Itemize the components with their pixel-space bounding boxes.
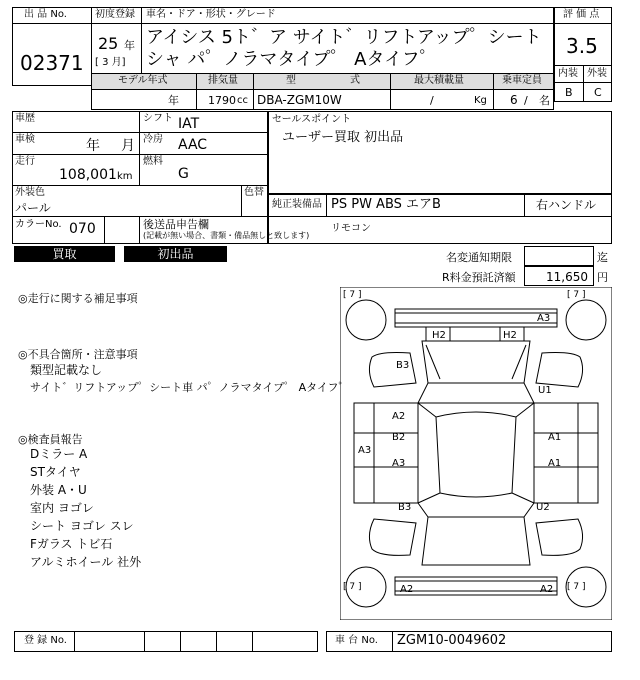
score-value: 3.5: [566, 34, 598, 58]
equipment-value: PS PW ABS エアB: [331, 197, 441, 212]
name-change-unit: 迄: [597, 251, 608, 264]
chassis-label: 車 台 No.: [335, 635, 378, 646]
inspector-line: 外装 A・U: [30, 483, 87, 497]
damage-mark: H2: [503, 330, 517, 341]
remote-value: リモコン: [331, 223, 371, 234]
recycle-label: R料金預託済額: [442, 271, 516, 284]
recycle-amount: 11,650: [546, 270, 588, 284]
equipment-label: 純正装備品: [272, 199, 322, 210]
type-label-2: 式: [350, 75, 360, 86]
first-reg-month: [ 3 月]: [95, 57, 126, 68]
lot-number: 02371: [20, 51, 84, 75]
interior-label: 内装: [558, 68, 578, 79]
name-change-box: [524, 246, 594, 266]
damage-mark: B3: [396, 360, 410, 371]
fuel-label: 燃料: [143, 156, 163, 167]
exterior-label: 外装: [587, 68, 607, 79]
tire-depth-label: [ 7 ]: [567, 582, 586, 592]
max-load-sep: /: [430, 94, 434, 107]
reg-no-label: 登 録 No.: [24, 635, 67, 646]
ac-label: 冷房: [143, 134, 163, 145]
mileage-label: 走行: [15, 156, 35, 167]
damage-mark: H2: [432, 330, 446, 341]
mileage-value: 108,001: [59, 167, 117, 183]
color-label: 外装色: [15, 187, 45, 198]
exterior-score: C: [594, 86, 602, 99]
car-name: アイシス 5ト゛ア サイト゛リフトアップ゜シートシャ パ゜ノラマタイプ゜ Aタイフ゜: [146, 27, 542, 70]
damage-mark: A3: [358, 445, 372, 456]
shift-value: IAT: [178, 116, 200, 132]
diagram-frame: [340, 287, 612, 620]
chassis-number: ZGM10-0049602: [397, 633, 507, 648]
sales-point-value: ユーザー買取 初出品: [282, 130, 404, 145]
year-unit: 年: [124, 39, 135, 52]
damage-mark: A2: [400, 584, 414, 595]
first-reg-label: 初度登録: [95, 9, 135, 20]
defects-heading: ◎不具合箇所・注意事項: [18, 348, 138, 361]
damage-mark: B3: [398, 502, 412, 513]
tire-depth-label: [ 7 ]: [567, 290, 586, 300]
interior-score: B: [565, 86, 573, 99]
damage-mark: A3: [537, 313, 551, 324]
lot-label: 出 品 No.: [24, 9, 67, 20]
first-reg-year: 25: [98, 34, 119, 53]
model-year-label: モデル年式: [118, 75, 168, 86]
model-year-unit: 年: [168, 94, 179, 107]
car-name-label: 車名・ドア・形状・グレード: [146, 9, 276, 20]
tire-icon: [566, 300, 606, 340]
type-label: 型: [286, 75, 296, 86]
mileage-unit: km: [117, 171, 133, 182]
badge-buyback: 買取: [14, 246, 115, 262]
type-value: DBA-ZGM10W: [257, 93, 342, 107]
car-damage-diagram: [340, 287, 612, 620]
name-change-label: 名変通知期限: [446, 251, 512, 264]
shift-label: シフト: [143, 113, 173, 124]
max-load-label: 最大積載量: [414, 75, 464, 86]
damage-mark: U1: [538, 385, 552, 396]
defect-line: 類型記載なし: [30, 363, 103, 377]
recycle-unit: 円: [597, 271, 608, 284]
displacement-unit: cc: [237, 95, 248, 106]
color-value: パール: [15, 201, 51, 215]
damage-mark: A3: [392, 458, 406, 469]
capacity-label: 乗車定員: [502, 75, 542, 86]
inspection-month-unit: 月: [121, 138, 135, 154]
damage-mark: A2: [540, 584, 554, 595]
inspector-line: 室内 ヨゴレ: [30, 501, 94, 515]
history-label: 車歴: [15, 113, 35, 124]
inspection-year-unit: 年: [86, 138, 100, 154]
aftermarket-note: (記載が無い場合、書類・備品無しと致します): [143, 231, 310, 240]
aftermarket-label: 後送品申告欄: [143, 218, 209, 231]
badge-first-listing: 初出品: [124, 246, 227, 262]
damage-mark: A1: [548, 458, 562, 469]
tire-depth-label: [ 7 ]: [343, 290, 362, 300]
color-no-label: カラーNo.: [15, 219, 62, 230]
inspector-line: Dミラー A: [30, 447, 88, 461]
inspector-heading: ◎検査員報告: [18, 433, 83, 446]
driving-remarks-heading: ◎走行に関する補足事項: [18, 292, 138, 305]
inspector-line: シート ヨゴレ スレ: [30, 519, 134, 533]
color-change-label: 色替: [244, 187, 264, 198]
damage-mark: U2: [536, 502, 550, 513]
tire-icon: [346, 300, 386, 340]
inspector-line: アルミホイール 社外: [30, 555, 142, 569]
fuel-value: G: [178, 166, 189, 182]
capacity-unit: 名: [539, 94, 550, 107]
capacity-value: 6: [510, 93, 518, 107]
tire-depth-label: [ 7 ]: [343, 582, 362, 592]
displacement-label: 排気量: [208, 75, 238, 86]
damage-mark: B2: [392, 432, 406, 443]
score-label: 評 価 点: [563, 9, 600, 20]
damage-mark: A2: [392, 411, 406, 422]
capacity-sep: /: [524, 94, 528, 107]
defect-line: サイト゛リフトアップ゜シート車 パ゜ノラマタイプ゜ Aタイフ゜: [30, 381, 350, 394]
inspector-line: Fガラス トビ石: [30, 537, 113, 551]
displacement-value: 1790: [208, 94, 236, 107]
damage-mark: A1: [548, 432, 562, 443]
max-load-unit: Kg: [474, 95, 487, 106]
inspector-line: STタイヤ: [30, 465, 81, 479]
ac-value: AAC: [178, 137, 208, 153]
color-no-value: 070: [69, 221, 96, 237]
inspection-label: 車検: [15, 134, 35, 145]
sales-point-label: セールスポイント: [272, 114, 352, 125]
steering-value: 右ハンドル: [536, 198, 597, 212]
